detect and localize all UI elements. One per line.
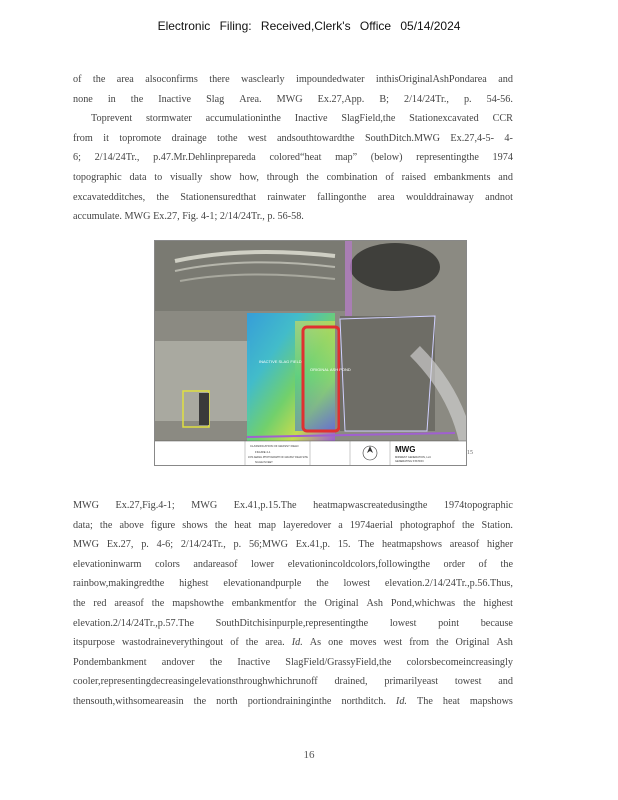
word: Stationensuredthat <box>180 191 257 203</box>
text-line <box>73 207 513 227</box>
word: northditch. <box>341 695 386 707</box>
word: wastodraineverythingout <box>121 637 224 649</box>
word: map” <box>335 152 358 164</box>
word: elevation.2/14/24Tr.,p.56.Thus, <box>384 578 513 590</box>
word: p. <box>267 211 278 223</box>
word: colors <box>154 558 180 570</box>
word: Inactive <box>237 656 271 668</box>
building <box>199 393 209 425</box>
word: area <box>377 191 395 203</box>
word: none <box>73 93 93 105</box>
word: topromote <box>119 132 162 144</box>
word: SlagField/GrassyField,the <box>285 656 392 668</box>
word: representingthe <box>416 152 479 164</box>
word: Ex.27,4-5- <box>450 132 494 144</box>
word: accumulationinthe <box>205 113 281 125</box>
word: 56;MWG <box>248 539 289 551</box>
word: 4-1; <box>200 211 220 223</box>
word: 2/14/24Tr., <box>94 152 140 164</box>
word: 4- <box>504 132 513 144</box>
word: primarilyeast <box>384 676 439 688</box>
text-line <box>73 672 513 692</box>
word: areasof <box>114 597 144 609</box>
word: and <box>498 676 513 688</box>
word: drained, <box>334 676 368 688</box>
word: Slag <box>206 93 225 105</box>
word: MWG <box>73 500 100 511</box>
word: elevation.2/14/24Tr.,p.57.The <box>73 617 195 629</box>
word: SouthDitchisinpurple,representingthe <box>215 617 369 629</box>
word: layeredover <box>283 519 332 531</box>
word: area. <box>265 637 285 649</box>
word: 56-58. <box>277 211 304 223</box>
word: Ex.41,p. <box>295 539 331 551</box>
text-line <box>73 535 513 555</box>
word: it <box>103 132 109 144</box>
word: alsoconfirms <box>145 74 198 85</box>
figure-page-ref: 15 <box>467 450 473 456</box>
word: colorsbecomeincreasingly <box>406 656 513 668</box>
word: elevationandpurple <box>223 578 302 590</box>
word: impoundedwater <box>296 74 365 85</box>
word: 15. <box>337 539 351 551</box>
north-ditch <box>345 241 352 321</box>
word: p. <box>233 539 242 551</box>
word: Stationexcavated <box>409 113 479 125</box>
word: wasclearly <box>241 74 285 85</box>
word: the <box>436 637 449 649</box>
word: of <box>73 74 82 85</box>
word: the <box>156 191 169 203</box>
word: moves <box>349 637 377 649</box>
word: cooler,representingdecreasingelevationsthroughwhichrunoff <box>73 676 318 688</box>
word: andsouthtowardthe <box>277 132 355 144</box>
word: rainwater <box>267 191 306 203</box>
word: the <box>209 656 223 668</box>
word: embankmentfor <box>231 597 297 609</box>
word: andnot <box>485 191 513 203</box>
mwg-logo: MWG <box>395 445 416 454</box>
word: elevationinwarm <box>73 558 142 570</box>
word: B; <box>379 93 389 105</box>
word: the <box>306 171 319 183</box>
word: from <box>409 637 430 649</box>
word: inthisOriginalAshPondarea <box>375 74 487 85</box>
word: Ex.27, <box>153 211 183 223</box>
word: data <box>129 171 147 183</box>
word: p.47.Mr.Dehlinprepareda <box>153 152 256 164</box>
word: the <box>462 519 475 531</box>
word: shows <box>182 519 208 531</box>
word: the <box>304 597 317 609</box>
word: areasof <box>449 539 480 551</box>
page-number: 16 <box>303 749 315 761</box>
word: andareasof <box>193 558 238 570</box>
word: 54-56. <box>486 93 513 105</box>
word: there <box>209 74 230 85</box>
paragraph-2-lines <box>73 496 513 712</box>
word: mapshows <box>469 695 513 707</box>
word: Original <box>324 597 359 609</box>
word: 2/14/24Tr., <box>180 539 226 551</box>
word: p. <box>141 539 149 551</box>
word: Pond,whichwas <box>390 597 456 609</box>
heat-map-figure <box>154 240 467 466</box>
word: of <box>478 558 488 570</box>
label-original-ash-pond: ORIGINAL ASH POND <box>310 367 351 372</box>
word: Inactive <box>294 113 328 125</box>
word: MWG <box>276 93 303 105</box>
word: Ash <box>496 637 513 649</box>
word: the <box>245 637 259 649</box>
text-line <box>73 496 513 516</box>
word: and <box>498 171 513 183</box>
word: heat <box>234 519 252 531</box>
word: west <box>383 637 403 649</box>
word: MWG <box>124 211 154 223</box>
text-line <box>73 574 513 594</box>
tb-classification: CLASSIFICATION OF GRASSY FIELD <box>250 444 299 448</box>
word: the <box>92 74 106 85</box>
word: order <box>443 558 466 570</box>
word: SlagField,the <box>341 113 396 125</box>
word: in <box>107 93 116 105</box>
word: the <box>463 597 476 609</box>
word: Ex.27,App. <box>317 93 365 105</box>
word: p. <box>463 93 472 105</box>
word: 1974aerial <box>349 519 393 531</box>
paragraph-1-lines <box>73 70 513 227</box>
word: Toprevent <box>91 113 133 125</box>
word: Original <box>455 637 490 649</box>
word: data; <box>73 519 93 531</box>
word: Ash <box>366 597 383 609</box>
word: of <box>230 637 239 649</box>
word: towest <box>454 676 482 688</box>
text-line <box>73 653 513 673</box>
word: the <box>130 93 144 105</box>
word: west <box>247 132 267 144</box>
tb-figure-subtitle: 1974 AERIAL PHOTOGRAPH OF GRASSY FIELD SITE <box>248 456 308 459</box>
word: combination <box>326 171 378 183</box>
word: area <box>116 74 134 85</box>
word: the <box>316 578 329 590</box>
word: 1974topographic <box>443 500 513 511</box>
word: Pondembankment <box>73 656 147 668</box>
word: thensouth,withsomeareasin <box>73 695 184 707</box>
word: how, <box>239 171 259 183</box>
word: 6; <box>73 152 81 164</box>
word: portiondraininginthe <box>247 695 332 707</box>
word: the <box>214 519 228 531</box>
word: the <box>99 519 113 531</box>
word: the <box>73 597 86 609</box>
word: Ex.41,p.15.The <box>233 500 297 511</box>
word: highest <box>179 578 209 590</box>
word: from <box>73 132 93 144</box>
text-line <box>73 188 513 208</box>
word: Inactive <box>158 93 192 105</box>
text-line <box>73 614 513 634</box>
filing-header: Electronic Filing: Received,Clerk's Office 05/14/2024 <box>157 19 461 33</box>
word: of <box>385 171 394 183</box>
text-line <box>73 70 513 90</box>
word: MWG <box>73 539 100 551</box>
tb-station: GENERATING STATION <box>395 460 424 463</box>
word: The <box>417 695 433 707</box>
text-line <box>73 109 513 129</box>
word: Ex.27, <box>106 539 134 551</box>
word: stormwater <box>145 113 192 125</box>
word: heatmapshows <box>381 539 442 551</box>
word: topographic <box>73 171 122 183</box>
tb-company: MIDWEST GENERATION, LLC <box>395 456 432 459</box>
word: 1974 <box>492 152 513 164</box>
word: above <box>119 519 144 531</box>
word: MWG <box>191 500 218 511</box>
word: 2/14/24Tr., <box>404 93 449 105</box>
word: elevationincoldcolors,followingthe <box>287 558 431 570</box>
word: lowest <box>343 578 371 590</box>
word: SouthDitch.MWG <box>364 132 440 144</box>
word: visually <box>170 171 203 183</box>
word: drainage <box>171 132 207 144</box>
word: photographof <box>400 519 455 531</box>
text-line <box>73 90 513 110</box>
word: accumulate. <box>73 211 125 223</box>
text-line <box>73 168 513 188</box>
word: point <box>438 617 460 629</box>
word: figure <box>150 519 176 531</box>
word: the <box>193 695 207 707</box>
pond-north <box>350 243 440 291</box>
text-line <box>73 594 513 614</box>
word: Id. <box>291 637 303 649</box>
tb-figure-title: FIGURE 4-1 <box>255 450 271 454</box>
word: map <box>258 519 277 531</box>
aerial-east <box>340 316 435 431</box>
word: north <box>216 695 238 707</box>
word: As <box>309 637 322 649</box>
text-line <box>73 692 513 712</box>
word: 4-6; <box>156 539 174 551</box>
word: Station. <box>481 519 513 531</box>
text-line <box>73 555 513 575</box>
word: one <box>328 637 343 649</box>
word: woulddrainaway <box>405 191 474 203</box>
word: the <box>500 558 513 570</box>
word: embankments <box>433 171 491 183</box>
label-inactive-slag-field: INACTIVE SLAG FIELD <box>259 359 302 364</box>
word: lowest <box>389 617 417 629</box>
heat-map-center <box>295 321 335 431</box>
text-line <box>73 516 513 536</box>
word: CCR <box>492 113 513 125</box>
word: lower <box>251 558 275 570</box>
word: the <box>151 597 165 609</box>
word: Ex.27,Fig.4-1; <box>115 500 175 511</box>
word: and <box>498 74 513 85</box>
word: a <box>338 519 343 531</box>
word: heatmapwascreatedusingthe <box>313 500 428 511</box>
word: rainbow,makingredthe <box>73 578 165 590</box>
text-line <box>73 129 513 149</box>
word: higher <box>486 539 513 551</box>
word: highest <box>483 597 513 609</box>
word: tothe <box>217 132 238 144</box>
word: to <box>154 171 163 183</box>
word: through <box>266 171 299 183</box>
word: (below) <box>370 152 403 164</box>
word: The <box>358 539 375 551</box>
word: Fig. <box>182 211 201 223</box>
aerial-photo-heat-map <box>155 241 466 465</box>
word: red <box>93 597 107 609</box>
word: excavatedditches, <box>73 191 146 203</box>
tb-scale: SCALE IN FEET <box>255 461 273 464</box>
word: itspurpose <box>73 637 115 649</box>
text-line <box>73 633 513 653</box>
text-line <box>73 148 513 168</box>
word: colored“heat <box>269 152 322 164</box>
word: mapshowthe <box>172 597 224 609</box>
word: heat <box>442 695 460 707</box>
word: fallingonthe <box>317 191 367 203</box>
word: because <box>480 617 513 629</box>
word: raised <box>401 171 426 183</box>
word: Area. <box>239 93 262 105</box>
word: 2/14/24Tr., <box>219 211 268 223</box>
word: Id. <box>395 695 407 707</box>
word: show <box>210 171 232 183</box>
word: andover <box>161 656 195 668</box>
